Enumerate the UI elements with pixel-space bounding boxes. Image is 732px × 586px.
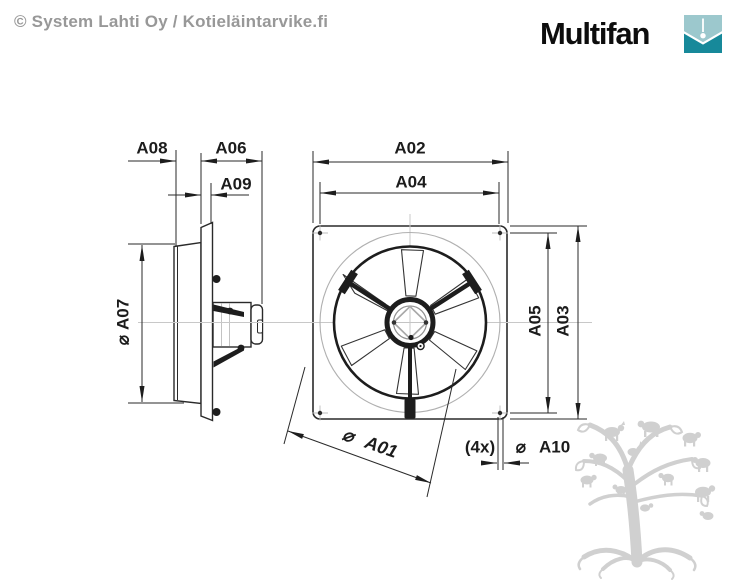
plate-bolt-top <box>213 275 221 283</box>
wall-plate <box>201 223 213 421</box>
dim-label-a09: A09 <box>220 174 252 194</box>
plate-bolt-bottom <box>213 408 221 416</box>
fan-hub <box>387 300 433 350</box>
dim-label-a01: ⌀ A01 <box>339 424 401 462</box>
credit-watermark: © System Lahti Oy / Kotieläintarvike.fi <box>14 12 329 31</box>
dim-label-a03: A03 <box>553 305 573 337</box>
brand-logo-text: Multifan <box>540 16 650 51</box>
dim-label-a08: A08 <box>136 138 168 158</box>
diameter-symbol: ⌀ <box>113 334 133 346</box>
side-view <box>174 223 263 421</box>
dim-label-a07: ⌀ A07 <box>113 298 133 346</box>
animal-tree-watermark <box>576 421 715 579</box>
dim-label-a06: A06 <box>215 138 247 158</box>
dim-label-a05: A05 <box>525 305 545 337</box>
animal-silhouettes <box>581 421 716 520</box>
dim-label-a04: A04 <box>395 172 427 192</box>
dim-label-a10: ⌀ A10 <box>515 437 571 457</box>
dim-label-qty-4x: (4x) <box>464 437 496 457</box>
diameter-symbol: ⌀ <box>515 437 527 457</box>
diameter-symbol: ⌀ <box>339 424 357 447</box>
dim-label-a02: A02 <box>394 138 426 158</box>
